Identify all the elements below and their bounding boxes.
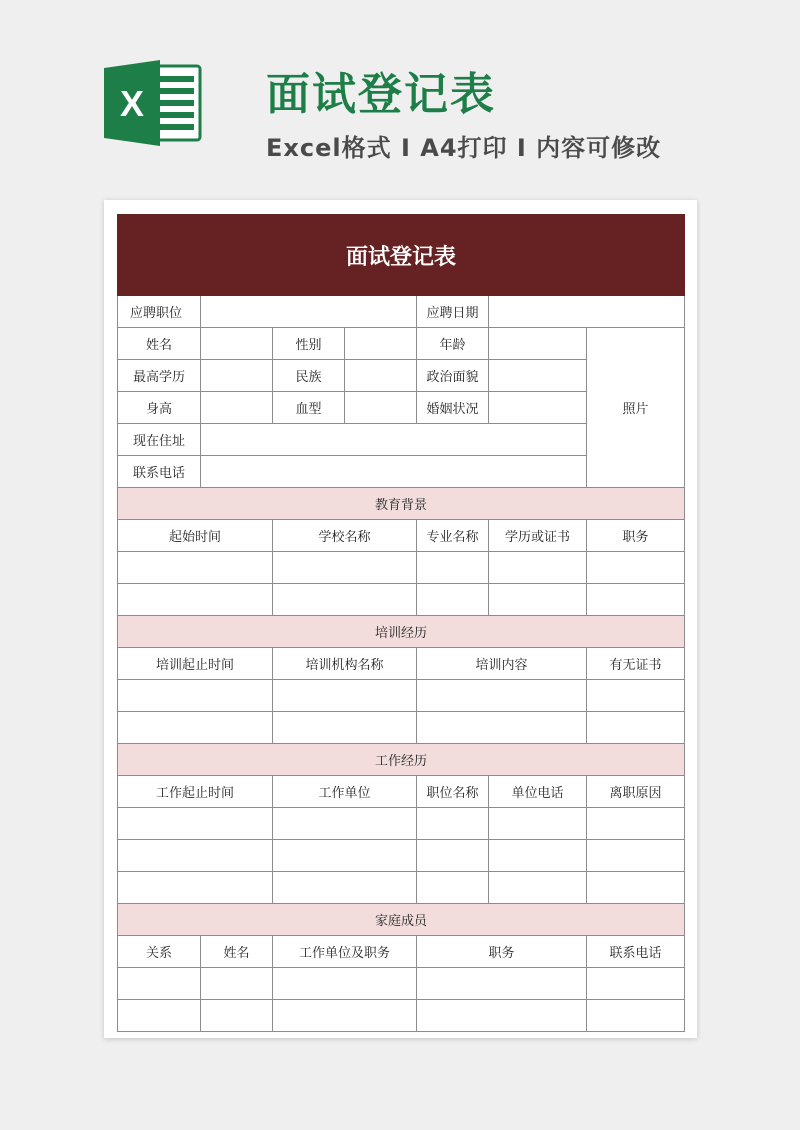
table-cell[interactable] — [417, 872, 489, 904]
ethnicity-label: 民族 — [273, 360, 345, 392]
column-header: 离职原因 — [587, 776, 685, 808]
blood-label: 血型 — [273, 392, 345, 424]
table-cell[interactable] — [417, 808, 489, 840]
table-cell[interactable] — [417, 968, 587, 1000]
table-cell[interactable] — [417, 712, 587, 744]
name-field[interactable] — [201, 328, 273, 360]
table-cell[interactable] — [273, 584, 417, 616]
height-label: 身高 — [118, 392, 201, 424]
applied-date-label: 应聘日期 — [417, 296, 489, 328]
page-subtitle: Excel格式 I A4打印 I 内容可修改 — [266, 134, 662, 162]
column-header: 培训内容 — [417, 648, 587, 680]
applied-position-field[interactable] — [201, 296, 417, 328]
table-cell[interactable] — [201, 968, 273, 1000]
table-cell[interactable] — [118, 968, 201, 1000]
table-cell[interactable] — [587, 840, 685, 872]
phone-field[interactable] — [201, 456, 587, 488]
photo-box[interactable]: 照片 — [587, 328, 685, 488]
column-header: 关系 — [118, 936, 201, 968]
table-cell[interactable] — [273, 552, 417, 584]
gender-label: 性别 — [273, 328, 345, 360]
column-header: 有无证书 — [587, 648, 685, 680]
table-cell[interactable] — [273, 1000, 417, 1032]
table-cell[interactable] — [118, 584, 273, 616]
table-cell[interactable] — [273, 968, 417, 1000]
marital-label: 婚姻状况 — [417, 392, 489, 424]
table-cell[interactable] — [489, 840, 587, 872]
table-cell[interactable] — [587, 808, 685, 840]
table-cell[interactable] — [417, 840, 489, 872]
ethnicity-field[interactable] — [345, 360, 417, 392]
table-row — [118, 1000, 685, 1032]
table-cell[interactable] — [587, 712, 685, 744]
interview-form — [117, 214, 685, 1032]
table-cell[interactable] — [587, 552, 685, 584]
column-header: 学校名称 — [273, 520, 417, 552]
table-cell[interactable] — [587, 968, 685, 1000]
column-header: 工作起止时间 — [118, 776, 273, 808]
form-title: 面试登记表 — [118, 215, 685, 296]
table-cell[interactable] — [273, 872, 417, 904]
education-section-header: 教育背景 — [118, 488, 685, 520]
column-header: 学历或证书 — [489, 520, 587, 552]
page-title: 面试登记表 — [266, 69, 496, 120]
blood-field[interactable] — [345, 392, 417, 424]
education-label: 最高学历 — [118, 360, 201, 392]
family-section-header: 家庭成员 — [118, 904, 685, 936]
address-label: 现在住址 — [118, 424, 201, 456]
table-cell[interactable] — [118, 552, 273, 584]
table-cell[interactable] — [118, 680, 273, 712]
excel-icon — [104, 60, 204, 146]
table-cell[interactable] — [273, 712, 417, 744]
table-cell[interactable] — [417, 1000, 587, 1032]
table-cell[interactable] — [273, 808, 417, 840]
column-header: 专业名称 — [417, 520, 489, 552]
work-section-header: 工作经历 — [118, 744, 685, 776]
table-cell[interactable] — [417, 552, 489, 584]
table-row — [118, 584, 685, 616]
gender-field[interactable] — [345, 328, 417, 360]
column-header: 培训起止时间 — [118, 648, 273, 680]
table-cell[interactable] — [587, 1000, 685, 1032]
column-header: 职位名称 — [417, 776, 489, 808]
applied-date-field[interactable] — [489, 296, 685, 328]
table-cell[interactable] — [489, 808, 587, 840]
column-header: 职务 — [417, 936, 587, 968]
column-header: 工作单位及职务 — [273, 936, 417, 968]
marital-field[interactable] — [489, 392, 587, 424]
address-field[interactable] — [201, 424, 587, 456]
table-cell[interactable] — [201, 1000, 273, 1032]
column-header: 联系电话 — [587, 936, 685, 968]
table-cell[interactable] — [118, 840, 273, 872]
table-cell[interactable] — [118, 712, 273, 744]
table-cell[interactable] — [587, 872, 685, 904]
table-cell[interactable] — [118, 1000, 201, 1032]
height-field[interactable] — [201, 392, 273, 424]
table-row — [118, 808, 685, 840]
table-row — [118, 552, 685, 584]
table-cell[interactable] — [587, 680, 685, 712]
column-header: 工作单位 — [273, 776, 417, 808]
table-cell[interactable] — [273, 680, 417, 712]
table-cell[interactable] — [273, 840, 417, 872]
table-cell[interactable] — [489, 584, 587, 616]
page-header — [0, 0, 800, 190]
training-section-header: 培训经历 — [118, 616, 685, 648]
political-label: 政治面貌 — [417, 360, 489, 392]
column-header: 起始时间 — [118, 520, 273, 552]
table-cell[interactable] — [417, 584, 489, 616]
applied-position-label: 应聘职位 — [118, 296, 201, 328]
column-header: 培训机构名称 — [273, 648, 417, 680]
education-field[interactable] — [201, 360, 273, 392]
table-row — [118, 872, 685, 904]
table-cell[interactable] — [417, 680, 587, 712]
table-row — [118, 680, 685, 712]
table-cell[interactable] — [118, 808, 273, 840]
political-field[interactable] — [489, 360, 587, 392]
column-header: 单位电话 — [489, 776, 587, 808]
table-row — [118, 840, 685, 872]
table-cell[interactable] — [489, 872, 587, 904]
age-field[interactable] — [489, 328, 587, 360]
phone-label: 联系电话 — [118, 456, 201, 488]
name-label: 姓名 — [118, 328, 201, 360]
table-row — [118, 968, 685, 1000]
table-cell[interactable] — [118, 872, 273, 904]
column-header: 职务 — [587, 520, 685, 552]
table-cell[interactable] — [489, 552, 587, 584]
column-header: 姓名 — [201, 936, 273, 968]
age-label: 年龄 — [417, 328, 489, 360]
table-row — [118, 712, 685, 744]
table-cell[interactable] — [587, 584, 685, 616]
logo-letter: X — [119, 83, 145, 124]
